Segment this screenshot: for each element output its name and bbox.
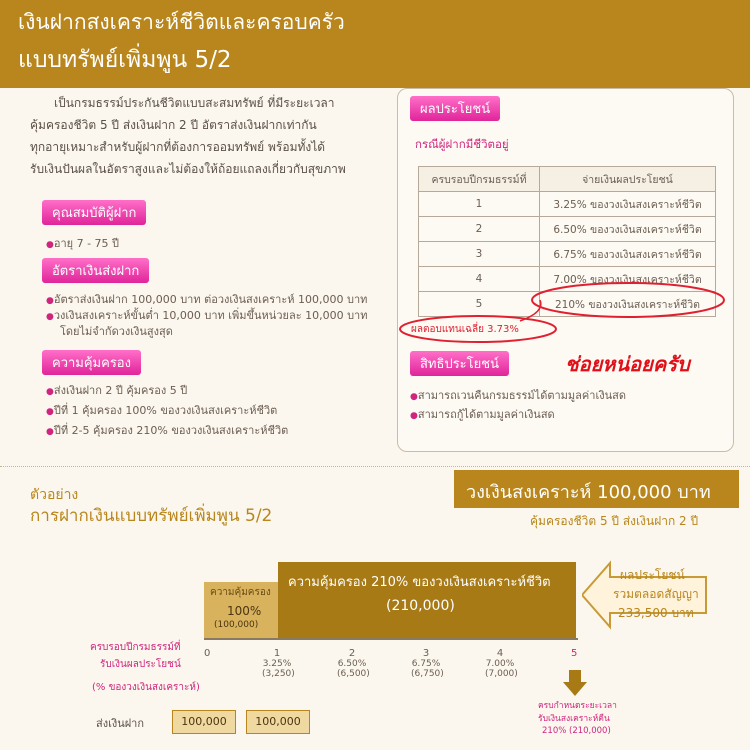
intro-line-2: คุ้มครองชีวิต 5 ปี ส่งเงินฝาก 2 ปี อัตราส่งเงินฝากเท่ากัน [30, 118, 317, 132]
header-line2: แบบทรัพย์เพิ่มพูน 5/2 [18, 47, 232, 73]
table-row [419, 242, 716, 267]
row-year: 3 [419, 242, 540, 267]
year-pct: 6.75% [411, 659, 441, 669]
year-number: 5 [571, 648, 578, 659]
table-row [419, 267, 716, 292]
rate-item-3: โดยไม่จำกัดวงเงินสูงสุด [60, 325, 173, 338]
intro-line-4: รับเงินปันผลในอัตราสูงและไม่ต้องให้ถ้อยแถลงเกี่ยวกับสุขภาพ [30, 162, 346, 176]
year-0 [204, 648, 210, 659]
coverage-item-2: ● ปีที่ 1 คุ้มครอง 100% ของวงเงินสงเคราะห์ชีวิต [46, 401, 277, 419]
avg-return: ผลตอบแทนเฉลี่ย 3.73% [411, 324, 519, 335]
cover-main-text: ความคุ้มครอง 210% ของวงเงินสงเคราะห์ชีวิต [288, 575, 551, 590]
coverage-item-3: ● ปีที่ 2-5 คุ้มครอง 210% ของวงเงินสงเคราะห์ชีวิต [46, 421, 288, 439]
section-divider [0, 466, 750, 468]
row-pay: 6.75% ของวงเงินสงเคราะห์ชีวิต [540, 242, 716, 267]
example-terms: คุ้มครองชีวิต 5 ปี ส่งเงินฝาก 2 ปี [530, 514, 699, 528]
timeline-axis [204, 638, 578, 640]
deposit-label: ส่งเงินฝาก [96, 717, 145, 730]
benefit-amt: 233,500 บาท [618, 606, 694, 620]
year-amt: (3,250) [262, 669, 295, 679]
maturity-down-arrow-icon [563, 670, 587, 696]
col-pay-header: จ่ายเงินผลประโยชน์ [540, 167, 716, 192]
table-row [419, 292, 716, 317]
year-amt: (6,750) [411, 669, 444, 679]
year-pct: 7.00% [485, 659, 515, 669]
deposit-year-1: 100,000 [172, 710, 236, 734]
qualifications-title: คุณสมบัติผู้ฝาก [42, 200, 146, 225]
example-title: การฝากเงินแบบทรัพย์เพิ่มพูน 5/2 [30, 506, 273, 526]
sum-insured-banner [454, 470, 739, 508]
table-row [419, 192, 716, 217]
year-5 [571, 648, 577, 659]
year-amt: (7,000) [485, 669, 518, 679]
rights-item-1: ● สามารถเวนคืนกรมธรรม์ได้ตามมูลค่าเงินสด [410, 386, 626, 404]
row-pay: 3.25% ของวงเงินสงเคราะห์ชีวิต [540, 192, 716, 217]
axis-label-1: ครบรอบปีกรมธรรม์ที่ [90, 642, 181, 653]
table-header-row [419, 167, 716, 192]
axis-label-3: (% ของวงเงินสงเคราะห์) [92, 682, 200, 693]
year-number: 4 [496, 648, 504, 659]
year-4 [485, 648, 518, 679]
row-year: 1 [419, 192, 540, 217]
rights-title: สิทธิประโยชน์ [410, 351, 509, 376]
cover-first-label: ความคุ้มครอง [210, 587, 271, 598]
benefits-subtitle: กรณีผู้ฝากมีชีวิตอยู่ [415, 137, 509, 151]
maturity-line1: ครบกำหนดระยะเวลา [538, 701, 617, 711]
intro-line-1: เป็นกรมธรรม์ประกันชีวิตแบบสะสมทรัพย์ ที่มีระยะเวลา [54, 96, 335, 110]
benefit-sub: รวมตลอดสัญญา [613, 587, 699, 601]
year-pct: 3.25% [262, 659, 292, 669]
year-number: 1 [273, 648, 281, 659]
axis-label-2: รับเงินผลประโยชน์ [100, 659, 181, 670]
year-number: 3 [422, 648, 430, 659]
row-pay: 6.50% ของวงเงินสงเคราะห์ชีวิต [540, 217, 716, 242]
year-2 [337, 648, 370, 679]
year-1 [262, 648, 295, 679]
header-line1: เงินฝากสงเคราะห์ชีวิตและครอบครัว [18, 10, 345, 34]
rights-item-2: ● สามารถกู้ได้ตามมูลค่าเงินสด [410, 405, 555, 423]
year-amt: (6,500) [337, 669, 370, 679]
row-pay: 210% ของวงเงินสงเคราะห์ชีวิต [540, 292, 716, 317]
benefit-title: ผลประโยชน์ [620, 568, 685, 582]
cover-main-amt: (210,000) [386, 598, 455, 614]
row-pay: 7.00% ของวงเงินสงเคราะห์ชีวิต [540, 267, 716, 292]
cover-first-pct: 100% [227, 604, 262, 618]
coverage-first-year-block [204, 582, 278, 638]
col-year-header: ครบรอบปีกรมธรรม์ที่ [419, 167, 540, 192]
rates-title: อัตราเงินส่งฝาก [42, 258, 149, 283]
table-row [419, 217, 716, 242]
header-banner [0, 0, 750, 88]
handwritten-note: ช่อยหน่อยครับ [565, 352, 690, 376]
year-3 [411, 648, 444, 679]
coverage-title: ความคุ้มครอง [42, 350, 141, 375]
year-pct: 6.50% [337, 659, 367, 669]
example-label: ตัวอย่าง [30, 487, 79, 503]
maturity-line3: 210% (210,000) [542, 726, 611, 736]
benefits-table [418, 166, 716, 317]
row-year: 2 [419, 217, 540, 242]
maturity-line2: รับเงินสงเคราะห์คืน [538, 714, 610, 724]
intro-line-3: ทุกอายุเหมาะสำหรับผู้ฝากที่ต้องการออมทรัพย์ พร้อมทั้งได้ [30, 140, 326, 154]
coverage-main-block [278, 562, 576, 638]
cover-first-amt: (100,000) [214, 620, 259, 630]
deposit-year-2: 100,000 [246, 710, 310, 734]
sum-insured-text: วงเงินสงเคราะห์ 100,000 บาท [466, 482, 711, 503]
rate-item-2: ● วงเงินสงเคราะห์ขั้นต่ำ 10,000 บาท เพิ่มขึ้นหน่วยละ 10,000 บาท [46, 306, 368, 324]
year-number: 0 [204, 648, 211, 659]
coverage-item-1: ● ส่งเงินฝาก 2 ปี คุ้มครอง 5 ปี [46, 381, 187, 399]
benefits-title: ผลประโยชน์ [410, 96, 500, 121]
qualification-item: ● อายุ 7 - 75 ปี [46, 234, 119, 252]
row-year: 5 [419, 292, 540, 317]
rate-item-1: ● อัตราส่งเงินฝาก 100,000 บาท ต่อวงเงินสงเคราะห์ 100,000 บาท [46, 290, 367, 308]
year-number: 2 [348, 648, 356, 659]
row-year: 4 [419, 267, 540, 292]
